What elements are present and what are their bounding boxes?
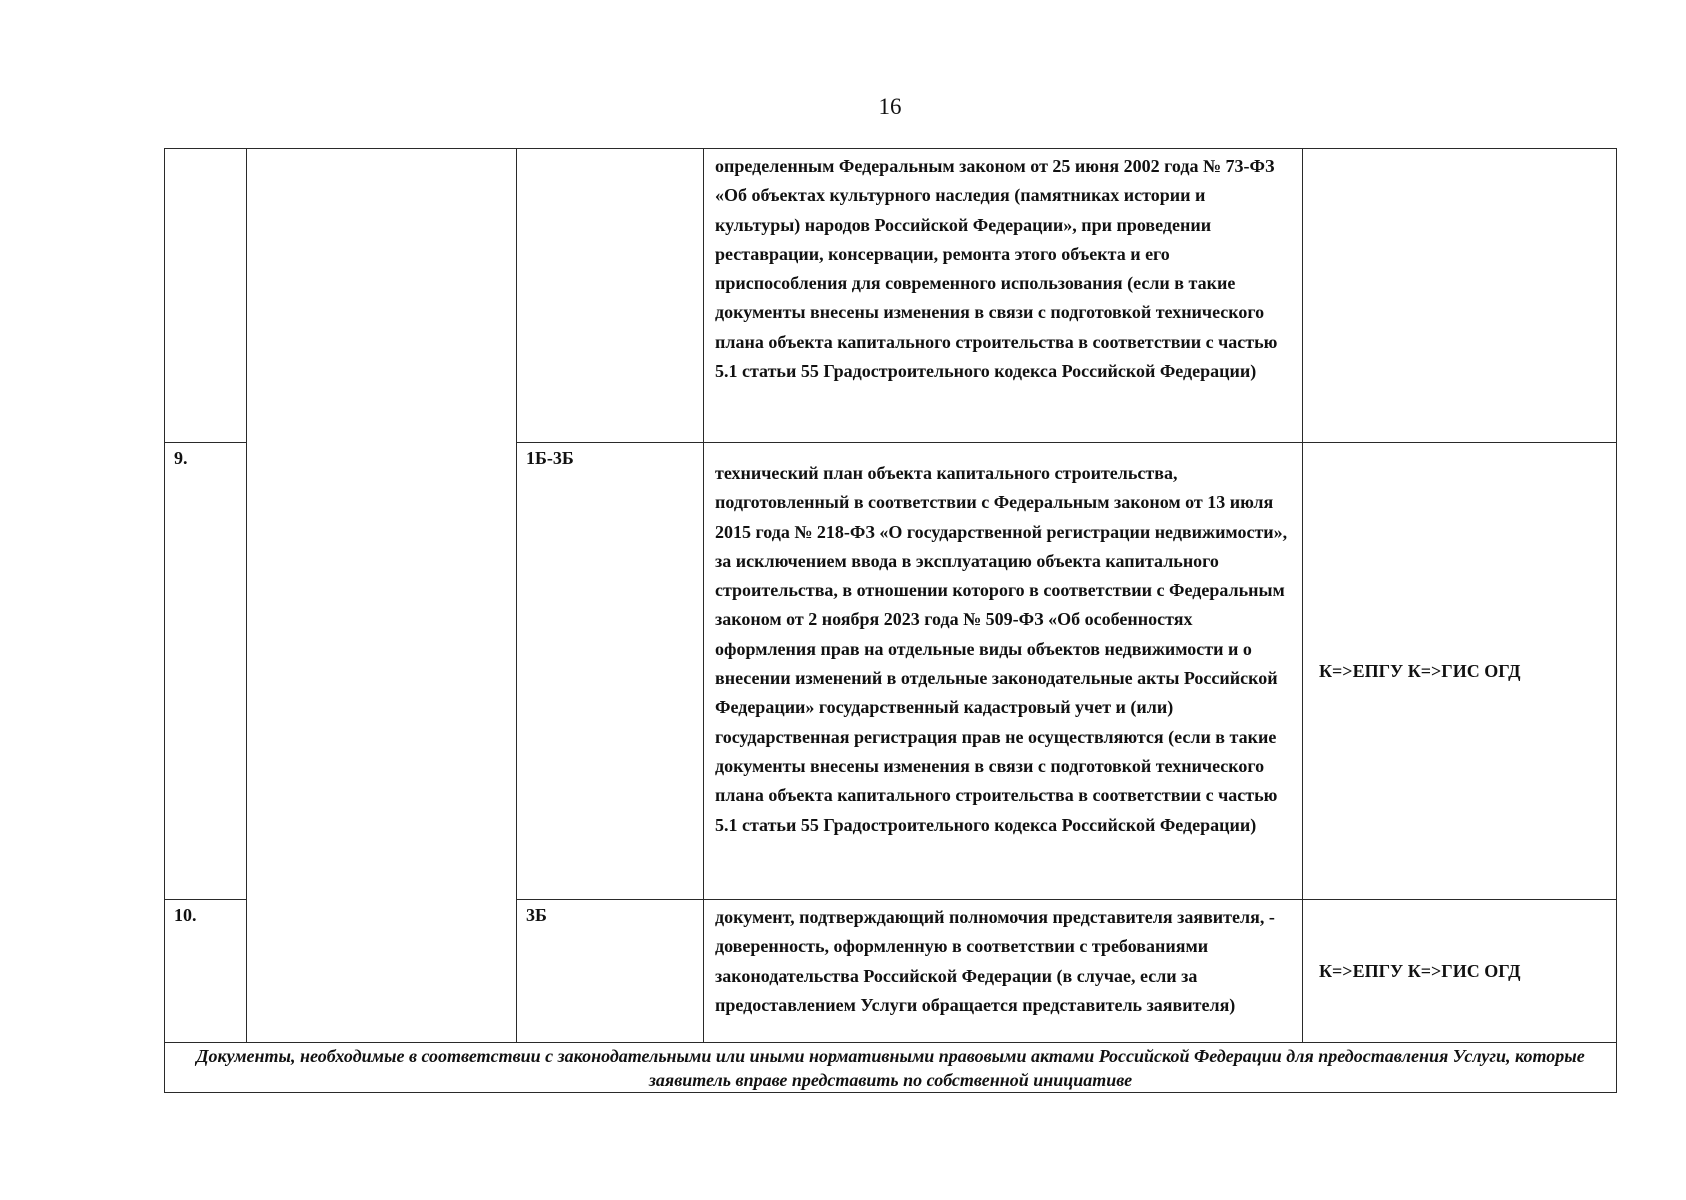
row-number-cell <box>165 149 247 443</box>
row-code-cell: 3Б <box>517 900 704 1043</box>
row-channels-cell: К=>ЕПГУ К=>ГИС ОГД <box>1303 900 1617 1043</box>
row-description-cell: определенным Федеральным законом от 25 июня 2002 года № 73-ФЗ «Об объектах культурного наследия (памятниках истории и культуры) народов Российской Федерации», при проведении реставрации, консервации, ремонта этого объекта и его приспособления для современного использования (если в такие документы внесены изменения в связи с подготовкой технического плана объекта капитального строительства в соответствии с частью 5.1 статьи 55 Градостроительного кодекса Российской Федерации) <box>704 149 1303 443</box>
section-footer-row <box>165 1043 1617 1093</box>
row-channels-cell <box>1303 149 1617 443</box>
table-row <box>165 149 1617 443</box>
row-channels-cell: К=>ЕПГУ К=>ГИС ОГД <box>1303 443 1617 900</box>
section-footer-text: Документы, необходимые в соответствии с законодательными или иными нормативными правовыми актами Российской Федерации для предоставления Услуги, которые заявитель вправе представить по собственной инициативе <box>165 1043 1617 1093</box>
row-description-cell: технический план объекта капитального строительства, подготовленный в соответствии с Федеральным законом от 13 июля 2015 года № 218-ФЗ «О государственной регистрации недвижимости», за исключением ввода в эксплуатацию объекта капитального строительства, в отношении которого в соответствии с Федеральным законом от 2 ноября 2023 года № 509-ФЗ «Об особенностях оформления прав на отдельные виды объектов недвижимости и о внесении изменений в отдельные законодательные акты Российской Федерации» государственный кадастровый учет и (или) государственная регистрация прав не осуществляются (если в такие документы внесены изменения в связи с подготовкой технического плана объекта капитального строительства в соответствии с частью 5.1 статьи 55 Градостроительного кодекса Российской Федерации) <box>704 443 1303 900</box>
page-number: 16 <box>878 94 902 119</box>
row-code-cell <box>517 149 704 443</box>
row-code-cell: 1Б-3Б <box>517 443 704 900</box>
documents-table <box>164 148 1617 1093</box>
row-number-cell: 9. <box>165 443 247 900</box>
row-description-cell: документ, подтверждающий полномочия представителя заявителя, - доверенность, оформленную в соответствии с требованиями законодательства Российской Федерации (в случае, если за предоставлением Услуги обращается представитель заявителя) <box>704 900 1303 1043</box>
row-empty-cell <box>247 149 517 1043</box>
row-number-cell: 10. <box>165 900 247 1043</box>
